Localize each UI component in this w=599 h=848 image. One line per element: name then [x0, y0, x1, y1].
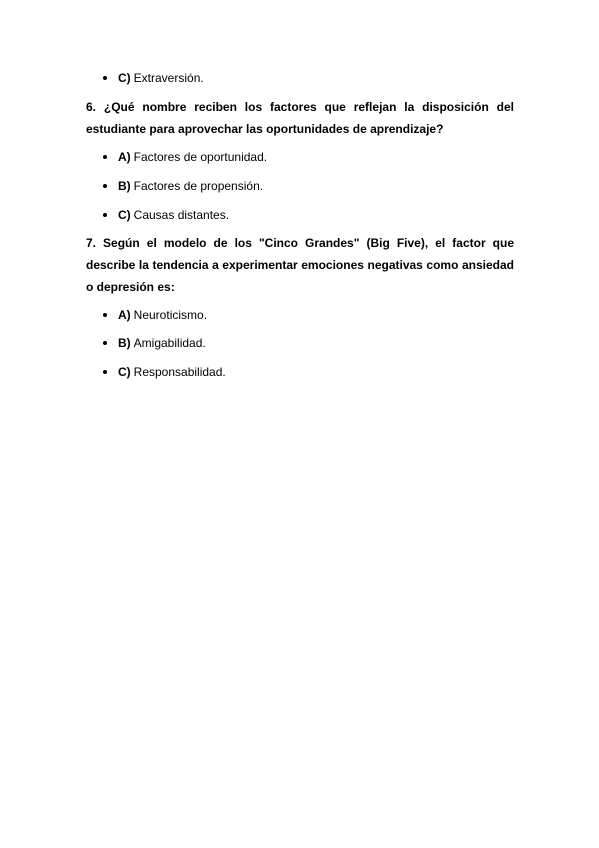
- option-a-neuroticismo: [103, 308, 207, 322]
- bullet-icon: [103, 213, 107, 217]
- question-line: o depresión es:: [86, 280, 175, 294]
- question-7: [86, 232, 514, 298]
- question-line: estudiante para aprovechar las oportunidades de aprendizaje?: [86, 122, 444, 136]
- option-letter: C): [118, 208, 131, 222]
- option-b-amigabilidad: [103, 336, 206, 350]
- option-c-causas-distantes: [103, 208, 229, 222]
- option-letter: A): [118, 150, 131, 164]
- option-c-extraversion: [103, 71, 204, 85]
- option-text: Amigabilidad.: [133, 336, 206, 350]
- bullet-icon: [103, 370, 107, 374]
- question-line: describe la tendencia a experimentar emociones negativas como ansiedad: [86, 258, 514, 272]
- bullet-icon: [103, 155, 107, 159]
- question-line: 7. Según el modelo de los "Cinco Grandes" (Big Five), el factor que: [86, 236, 514, 250]
- option-letter: A): [118, 308, 131, 322]
- option-letter: C): [118, 365, 131, 379]
- bullet-icon: [103, 313, 107, 317]
- option-a-factores-oportunidad: [103, 150, 267, 164]
- question-line: 6. ¿Qué nombre reciben los factores que reflejan la disposición del: [86, 100, 514, 114]
- option-letter: B): [118, 179, 131, 193]
- bullet-icon: [103, 184, 107, 188]
- option-text: Neuroticismo.: [133, 308, 208, 322]
- bullet-icon: [103, 341, 107, 345]
- option-text: Responsabilidad.: [133, 365, 226, 379]
- option-text: Extraversión.: [133, 71, 204, 85]
- option-letter: B): [118, 336, 131, 350]
- option-letter: C): [118, 71, 131, 85]
- question-6: [86, 96, 514, 140]
- option-b-factores-propension: [103, 179, 263, 193]
- option-text: Factores de propensión.: [133, 179, 264, 193]
- option-text: Factores de oportunidad.: [133, 150, 268, 164]
- bullet-icon: [103, 76, 107, 80]
- option-c-responsabilidad: [103, 365, 226, 379]
- option-text: Causas distantes.: [133, 208, 230, 222]
